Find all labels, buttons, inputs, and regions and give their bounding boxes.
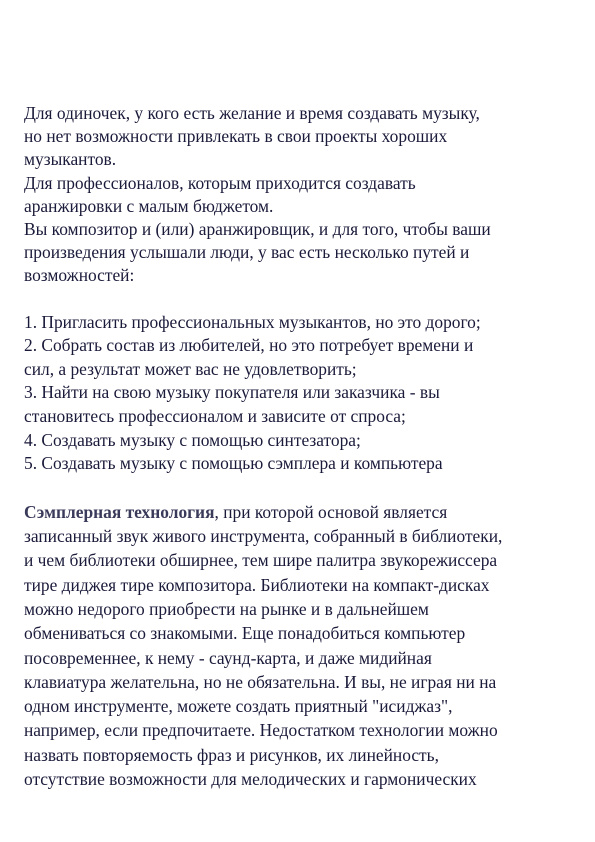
technology-paragraph — [24, 500, 584, 792]
text-line: и чем библиотеки обширнее, тем шире палитра звукорежиссера — [24, 550, 498, 571]
text-line: клавиатура желательна, но не обязательна. И вы, не играя ни на — [24, 671, 497, 692]
text-line — [24, 500, 584, 524]
paragraph-gap — [24, 476, 584, 500]
text-line: Для одиночек, у кого есть желание и время создавать музыку, — [24, 103, 480, 123]
paragraph-gap — [24, 288, 584, 311]
technology-term: Сэмплерная технология — [24, 501, 215, 522]
text-line: посовременнее, к нему - саунд-карта, и даже мидийная — [24, 647, 432, 668]
text-line: но нет возможности привлекать в свои проекты хороших — [24, 126, 448, 147]
text-line: Для профессионалов, которым приходится создавать — [24, 172, 416, 193]
technology-first-line-rest: , при которой основой является — [214, 501, 448, 522]
text-line: произведения услышали люди, у вас есть несколько путей и — [24, 242, 470, 263]
text-line: аранжировки с малым бюджетом. — [24, 195, 274, 216]
text-line: Вы композитор и (или) аранжировщик, и для того, чтобы ваши — [24, 219, 491, 240]
list-item: 4. Создавать музыку с помощью синтезатора; — [24, 429, 361, 450]
list-item: становитесь профессионалом и зависите от спроса; — [24, 406, 406, 426]
text-line: тире диджея тире композитора. Библиотеки на компакт-дисках — [24, 574, 490, 595]
list-item: сил, а результат может вас не удовлетворить; — [24, 358, 357, 379]
text-line: возможностей: — [24, 265, 135, 286]
document-page — [24, 102, 584, 791]
list-item: 5. Создавать музыку с помощью сэмплера и компьютера — [24, 453, 443, 474]
text-line: назвать повторяемость фраз и рисунков, их линейность, — [24, 744, 439, 765]
list-item: 3. Найти на свою музыку покупателя или заказчика - вы — [24, 382, 440, 403]
text-line: например, если предпочитаете. Недостатком технологии можно — [24, 720, 498, 741]
intro-paragraph — [24, 102, 584, 288]
text-line: записанный звук живого инструмента, собранный в библиотеки, — [24, 526, 503, 547]
text-line: можно недорого приобрести на рынке и в дальнейшем — [24, 598, 429, 619]
text-line: музыкантов. — [24, 149, 117, 170]
text-line: обмениваться со знакомыми. Еще понадобиться компьютер — [24, 623, 466, 644]
options-list — [24, 311, 584, 476]
list-item: 1. Пригласить профессиональных музыкантов, но это дорого; — [24, 311, 481, 332]
list-item: 2. Собрать состав из любителей, но это потребует времени и — [24, 335, 474, 356]
text-line: отсутствие возможности для мелодических и гармонических — [24, 769, 477, 790]
text-line: одном инструменте, можете создать приятный "исиджаз", — [24, 696, 453, 717]
